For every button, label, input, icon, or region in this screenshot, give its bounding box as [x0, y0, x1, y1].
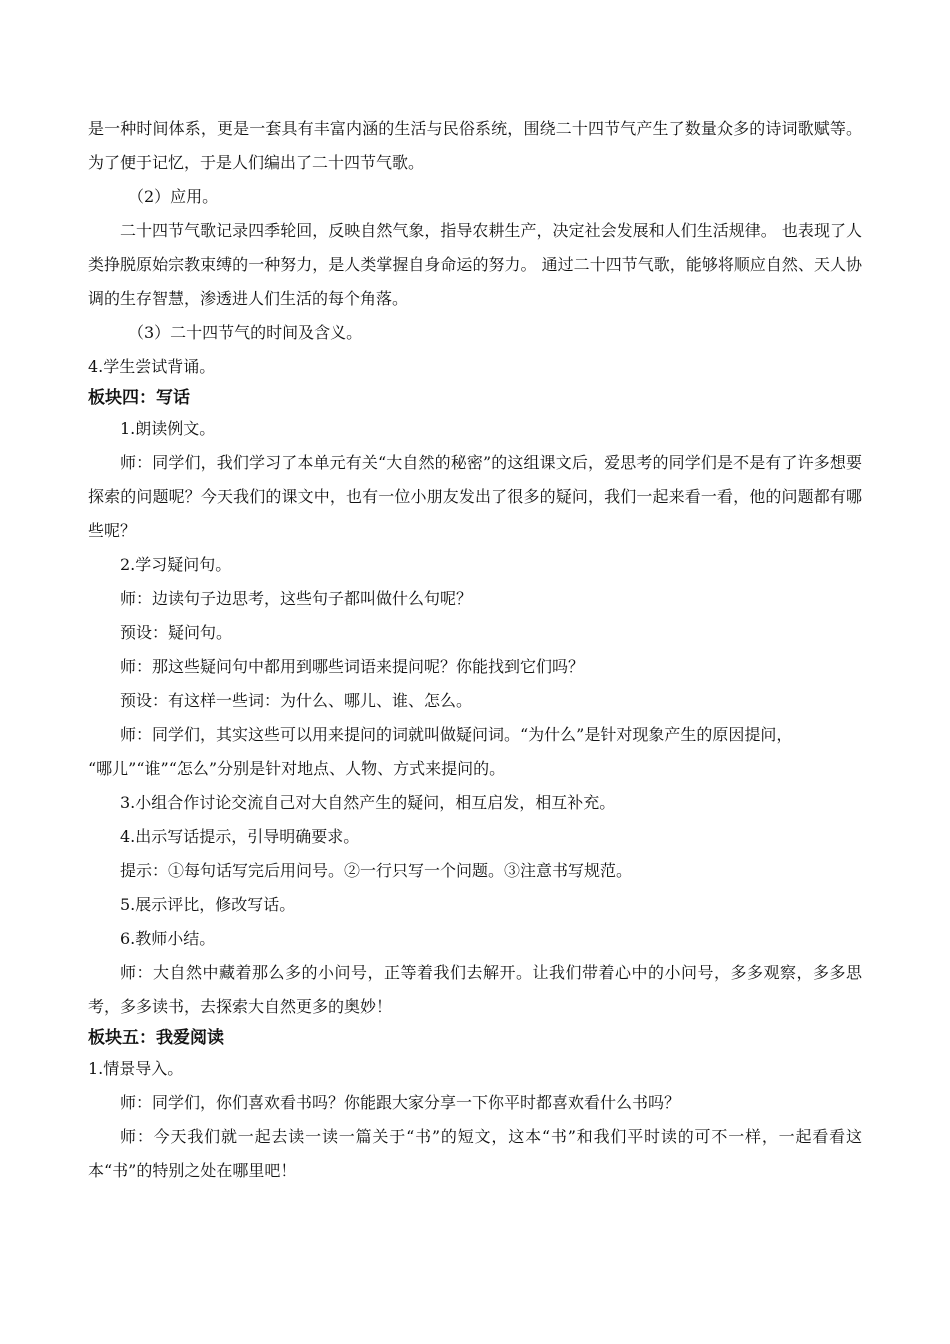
block4-step1: 1.朗读例文。 [120, 419, 216, 438]
block4-heading: 板块四：写话 [88, 388, 190, 408]
intro-continuation: 是一种时间体系，更是一套具有丰富内涵的生活与民俗系统，围绕二十四节气产生了数量众多的诗词歌赋等。为了便于记忆，于是人们编出了二十四节气歌。 [88, 119, 862, 172]
block4-step6: 6.教师小结。 [120, 929, 216, 948]
block4-step3: 3.小组合作讨论交流自己对大自然产生的疑问，相互启发，相互补充。 [120, 793, 616, 812]
item2-title: （2）应用。 [128, 187, 219, 206]
block4-teacher3: 师：那这些疑问句中都用到哪些词语来提问呢？你能找到它们吗？ [120, 657, 585, 676]
block5-heading: 板块五：我爱阅读 [88, 1028, 224, 1048]
block4-step2: 2.学习疑问句。 [120, 555, 232, 574]
block4-teacher2: 师：边读句子边思考，这些句子都叫做什么句呢？ [120, 589, 473, 608]
block4-preset3: 预设：有这样一些词：为什么、哪儿、谁、怎么。 [120, 691, 473, 710]
block4-preset2: 预设：疑问句。 [120, 623, 233, 642]
block5-teacher1: 师：同学们，你们喜欢看书吗？你能跟大家分享一下你平时都喜欢看什么书吗？ [120, 1093, 681, 1112]
block4-teacher4a: 师：同学们，其实这些可以用来提问的词就叫做疑问词。“为什么”是针对现象产生的原因提问， [120, 725, 793, 744]
block5-teacher2: 师：今天我们就一起去读一读一篇关于“书”的短文，这本“书”和我们平时读的可不一样，一起看看这本“书”的特别之处在哪里吧！ [88, 1127, 862, 1180]
block4-step5: 5.展示评比，修改写话。 [120, 895, 296, 914]
block4-tip: 提示：①每句话写完后用问号。②一行只写一个问题。③注意书写规范。 [120, 861, 633, 880]
block4-teacher1: 师：同学们，我们学习了本单元有关“大自然的秘密”的这组课文后，爱思考的同学们是不是有了许多想要探索的问题呢？今天我们的课文中，也有一位小朋友发出了很多的疑问，我们一起来看一看，他的问题都有哪些呢？ [88, 453, 862, 540]
block4-teacher4b: “哪儿”“谁”“怎么”分别是针对地点、人物、方式来提问的。 [88, 759, 506, 778]
block4-teacher5: 师：大自然中藏着那么多的小问号，正等着我们去解开。让我们带着心中的小问号，多多观察，多多思考，多多读书，去探索大自然更多的奥妙！ [88, 963, 862, 1016]
step4: 4.学生尝试背诵。 [88, 357, 216, 376]
item2-text: 二十四节气歌记录四季轮回，反映自然气象，指导农耕生产，决定社会发展和人们生活规律。 也表现了人类挣脱原始宗教束缚的一种努力，是人类掌握自身命运的努力。 通过二十四节气歌，能够将顺应自然、天人协调的生存智慧，渗透进人们生活的每个角落。 [88, 221, 862, 308]
block5-step1: 1.情景导入。 [88, 1059, 184, 1078]
document-page [88, 112, 862, 1188]
block4-step4: 4.出示写话提示，引导明确要求。 [120, 827, 360, 846]
item3-title: （3）二十四节气的时间及含义。 [128, 323, 363, 342]
